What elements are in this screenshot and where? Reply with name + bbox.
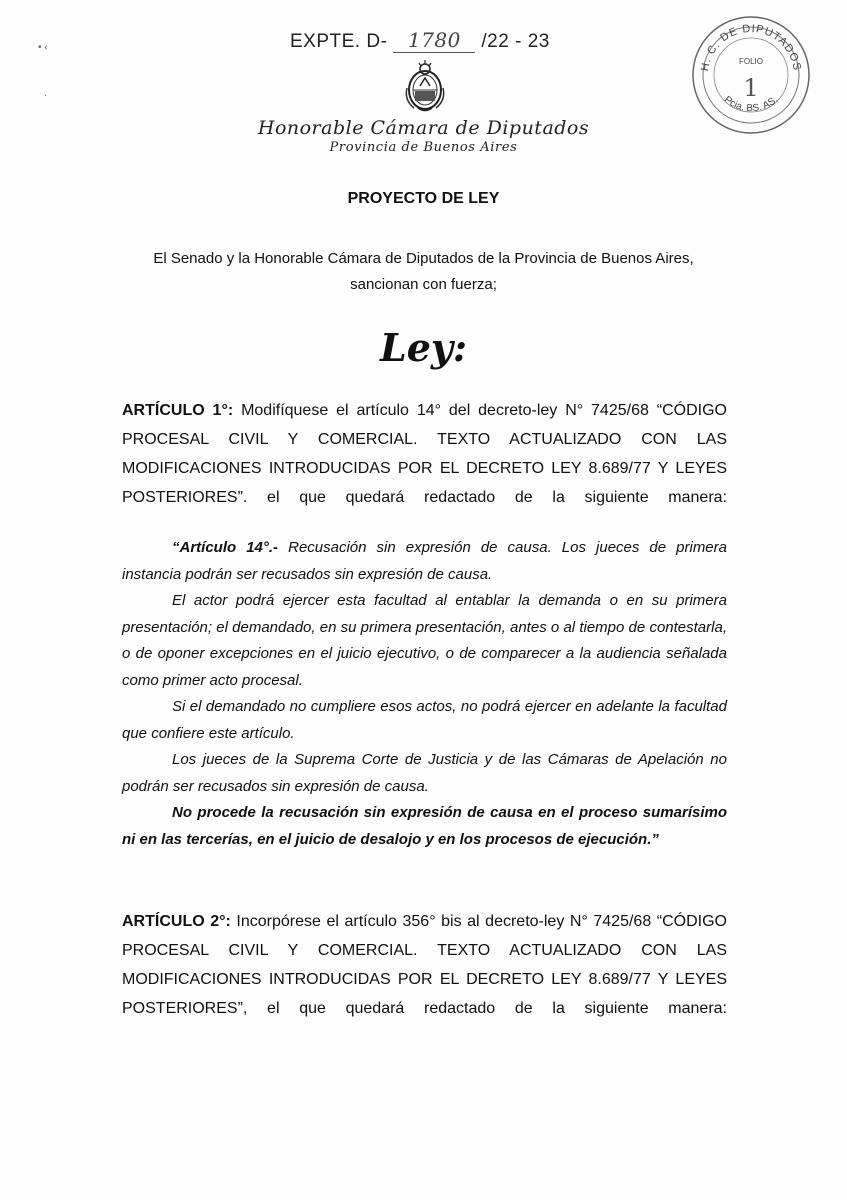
stamp-bottom-text: Pcia. BS. AS. [721, 94, 781, 115]
scan-speck: · [44, 90, 48, 101]
chamber-name: Honorable Cámara de Diputados [257, 117, 590, 139]
file-number-suffix: /22 - 23 [481, 31, 550, 52]
quoted-article-14 [122, 535, 727, 853]
quoted-paragraph-4: Los jueces de la Suprema Corte de Justicia y de las Cámaras de Apelación no podrán ser recusados sin expresión de causa. [122, 751, 727, 795]
enacting-clause-line1: El Senado y la Honorable Cámara de Diputados de la Provincia de Buenos Aires, [153, 250, 694, 267]
file-number-prefix: EXPTE. D- [290, 31, 388, 52]
quoted-paragraph-3: Si el demandado no cumpliere esos actos, no podrá ejercer en adelante la facultad que confiere este artículo. [122, 698, 727, 742]
article-1 [122, 396, 727, 541]
enacting-clause [0, 246, 847, 298]
stamp-folio-label: FOLIO [738, 57, 764, 66]
article-1-label: ARTÍCULO 1°: [122, 402, 234, 419]
coat-of-arms-icon [400, 58, 450, 114]
stamp-folio-number: 1 [743, 74, 759, 102]
stamp-top-text: H. C. DE DIPUTADOS [699, 22, 803, 73]
document-title: PROYECTO DE LEY [347, 190, 500, 207]
folio-stamp [690, 14, 812, 136]
quoted-paragraph-2: El actor podrá ejercer esta facultad al entablar la demanda o en su primera presentación; el demandado, en su primera presentación, antes o al tiempo de contestarla, o de oponer excepciones en el juicio ejecutivo, o de comparecer a la audiencia señalada como primer acto procesal. [122, 592, 727, 689]
file-number-handwritten: 1780 [393, 28, 475, 53]
file-number [290, 28, 550, 53]
quoted-paragraph-5: No procede la recusación sin expresión de causa en el proceso sumarísimo ni en las tercerías, en el juicio de desalojo y en los procesos de ejecución.” [122, 804, 727, 848]
article-2 [122, 907, 727, 1052]
province-name: Provincia de Buenos Aires [329, 140, 518, 155]
article-2-label: ARTÍCULO 2°: [122, 913, 231, 930]
ley-heading: Ley: [379, 325, 467, 370]
scan-speck: • ‹ [38, 42, 48, 53]
enacting-clause-line2: sancionan con fuerza; [350, 276, 497, 293]
article-2-text: Incorpórese el artículo 356° bis al decreto-ley N° 7425/68 “CÓDIGO PROCESAL CIVIL Y COMERCIAL. TEXTO ACTUALIZADO CON LAS MODIFICACIONES INTRODUCIDAS POR EL DECRETO LEY 8.689/77 Y LEYES POSTERIORES”, el que quedará redactado de la siguiente manera: [122, 913, 727, 1017]
quoted-article-heading: “Artículo 14°.- [172, 539, 279, 556]
quoted-paragraph-1: Recusación sin expresión de causa. Los jueces de primera instancia podrán ser recusados sin expresión de causa. [122, 539, 727, 583]
article-1-text: Modifíquese el artículo 14° del decreto-ley N° 7425/68 “CÓDIGO PROCESAL CIVIL Y COMERCIAL. TEXTO ACTUALIZADO CON LAS MODIFICACIONES INTRODUCIDAS POR EL DECRETO LEY 8.689/77 Y LEYES POSTERIORES”. el que quedará redactado de la siguiente manera: [122, 402, 727, 506]
